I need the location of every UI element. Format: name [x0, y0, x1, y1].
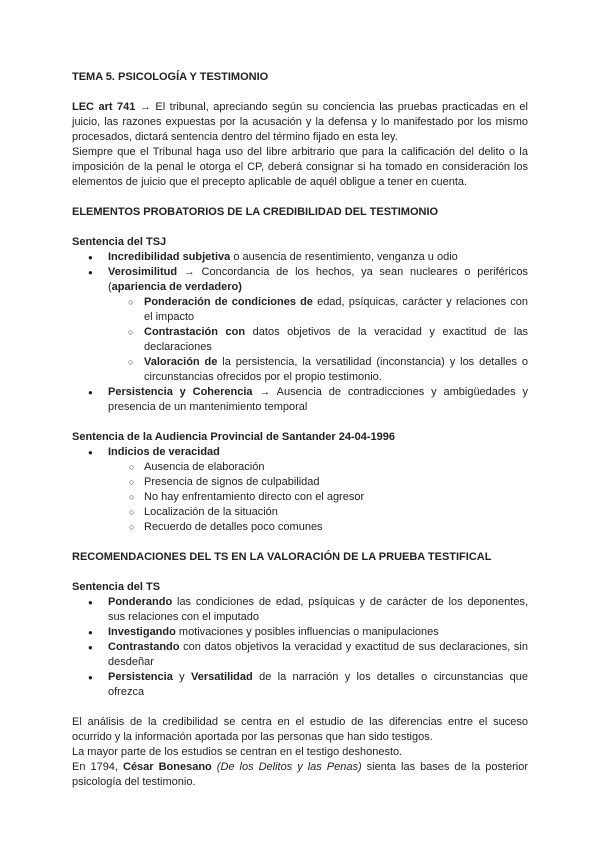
intro-paragraph-2: Siempre que el Tribunal haga uso del libre arbitrario que para la calificación del delito o la imposición de la penal le otorga el CP, deberá consignar si ha tomado en consideración los elementos de juicio que el precepto aplicable de aquél obligue a tener en cuenta. [72, 146, 528, 188]
sub-list-item [108, 355, 528, 385]
item-text: → Ausencia de contradicciones y ambigüedades y presencia de un mantenimiento temporal [108, 386, 528, 413]
item-text: datos objetivos de la veracidad y exactitud de las declaraciones [144, 326, 528, 353]
item-text: → Concordancia de los hechos, ya sean nucleares o periféricos ( [108, 266, 528, 293]
document-page [72, 70, 528, 790]
item-bold: Incredibilidad subjetiva [108, 251, 231, 263]
list-item [72, 445, 528, 460]
item-text: de la narración y los detalles o circunstancias que ofrezca [108, 671, 528, 698]
item-text: las condiciones de edad, psíquicas y de carácter de los deponentes, sus relaciones con el imputado [108, 596, 528, 623]
book-title: (De los Delitos y las Penas) [216, 761, 362, 773]
item-bold: Indicios de veracidad [108, 446, 220, 458]
sub-list-item: ○ Localización de la situación [72, 505, 528, 520]
sub-list-item: ○ Recuerdo de detalles poco comunes [72, 520, 528, 535]
sub-list-item [108, 295, 528, 325]
sub-list-item: ○ No hay enfrentamiento directo con el agresor [72, 490, 528, 505]
sub-list-item: ○ Ausencia de elaboración [72, 460, 528, 475]
list-item [72, 385, 528, 415]
item-bold: Investigando [108, 626, 176, 638]
santander-list [72, 445, 528, 460]
item-text: motivaciones y posibles influencias o manipulaciones [175, 626, 439, 638]
lec-text: El tribunal, apreciando según su conciencia las pruebas practicadas en el juicio, las razones expuestas por la acusación y la defensa y lo manifestado por los mismo procesados, dictará sentencia dentro del término fijado en esta ley. [72, 101, 528, 143]
list-item [72, 625, 528, 640]
item-bold: Versatilidad [190, 671, 253, 683]
closing-paragraph-2: La mayor parte de los estudios se centran en el testigo deshonesto. [72, 746, 403, 758]
item-bold: Verosimilitud [108, 266, 178, 278]
list-item [72, 595, 528, 625]
lec-label: LEC art 741 [72, 101, 136, 113]
ts-list [72, 595, 528, 700]
list-item [72, 670, 528, 700]
item-bold: Ponderando [108, 596, 173, 608]
tsj-list [72, 250, 528, 415]
tsj-heading: Sentencia del TSJ [72, 236, 167, 248]
item-bold: Contrastando [108, 641, 180, 653]
item-bold: Persistencia [108, 671, 173, 683]
lec-arrow: → [135, 101, 156, 113]
item-text: En 1794, [72, 761, 123, 773]
list-item [72, 265, 528, 385]
closing-paragraph-1: El análisis de la credibilidad se centra en el estudio de las diferencias entre el suceso ocurrido y la información aportada por las personas que han sido testigos. [72, 716, 528, 743]
item-text: con datos objetivos la veracidad y exactitud de sus declaraciones, sin desdeñar [108, 641, 528, 668]
item-bold: Ponderación de condiciones de [144, 296, 313, 308]
item-bold: Contrastación con [144, 326, 246, 338]
santander-sublist [72, 460, 528, 535]
closing-paragraph-3 [72, 760, 528, 790]
list-item [72, 640, 528, 670]
item-text: y [172, 671, 191, 683]
item-text: edad, psíquicas, carácter y relaciones con el impacto [144, 296, 528, 323]
item-bold: apariencia de verdadero) [111, 281, 242, 293]
lec-paragraph [72, 100, 528, 145]
santander-heading: Sentencia de la Audiencia Provincial de Santander 24-04-1996 [72, 431, 396, 443]
list-item [72, 250, 528, 265]
sub-list-item [108, 325, 528, 355]
item-text: la persistencia, la versatilidad (inconstancia) y los detalles o circunstancias ofrecidos por el propio testimonio. [144, 356, 529, 383]
item-text: o ausencia de resentimiento, venganza u odio [230, 251, 458, 263]
author-name: César Bonesano [123, 761, 212, 773]
page-title: TEMA 5. PSICOLOGÍA Y TESTIMONIO [72, 71, 269, 83]
item-text: sienta las bases de la posterior psicología del testimonio. [72, 761, 529, 788]
item-bold: Persistencia y Coherencia [108, 386, 253, 398]
ts-heading: Sentencia del TS [72, 581, 161, 593]
item-bold: Valoración de [144, 356, 218, 368]
sub-list-item: ○ Presencia de signos de culpabilidad [72, 475, 528, 490]
section1-heading: ELEMENTOS PROBATORIOS DE LA CREDIBILIDAD DEL TESTIMONIO [72, 206, 439, 218]
section2-heading: RECOMENDACIONES DEL TS EN LA VALORACIÓN DE LA PRUEBA TESTIFICAL [72, 551, 492, 563]
verosimilitud-sublist [108, 295, 528, 385]
